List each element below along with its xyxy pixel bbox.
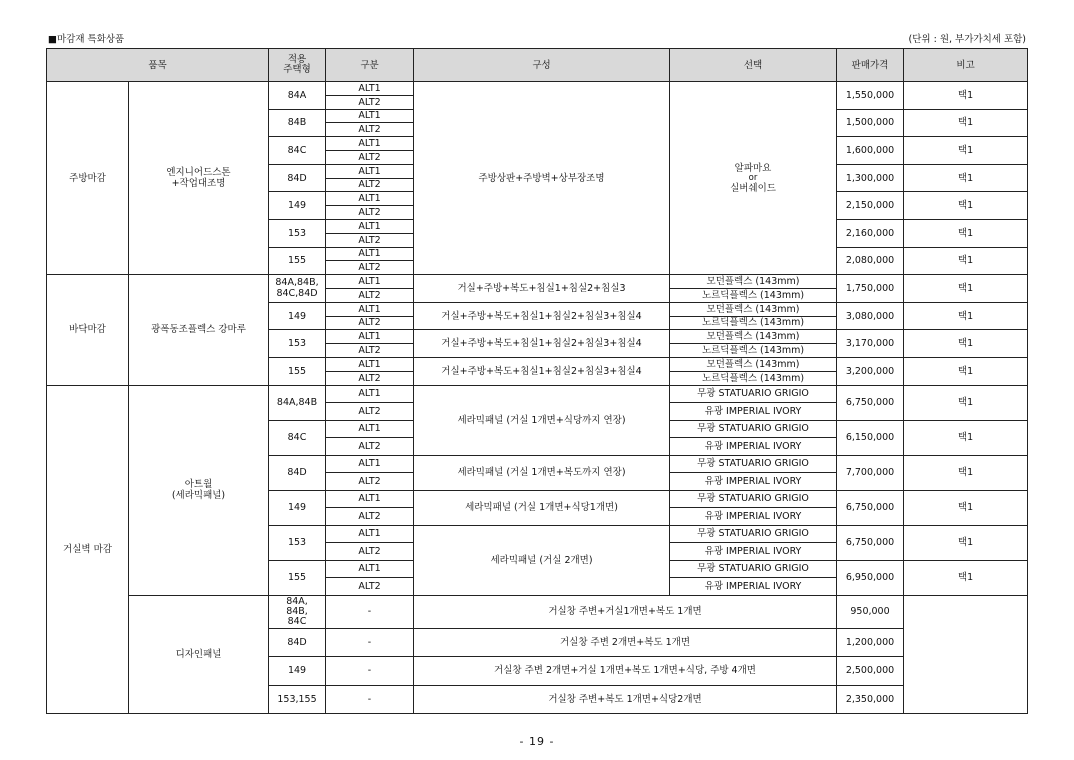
alt2-label: ALT2 — [326, 261, 414, 275]
composition-wall: 세라믹패널 (거실 1개면+복도까지 연장) — [414, 455, 670, 490]
unit-type: 84B — [269, 109, 326, 137]
price: 1,750,000 — [837, 275, 904, 303]
header-item: 품목 — [47, 49, 269, 82]
unit-type: 149 — [269, 302, 326, 330]
alt1-label: ALT1 — [326, 357, 414, 371]
unit-type: 153,155 — [269, 685, 326, 714]
alt1-label: ALT1 — [326, 525, 414, 543]
price: 2,080,000 — [837, 247, 904, 275]
selection-option: 무광 STATUARIO GRIGIO — [670, 560, 837, 578]
item-artwall: 아트월 (세라믹패널) — [129, 385, 269, 595]
alt2-label: ALT2 — [326, 371, 414, 385]
selection-option: 노르딕플렉스 (143mm) — [670, 288, 837, 302]
price: 6,750,000 — [837, 385, 904, 420]
alt1-label: ALT1 — [326, 330, 414, 344]
composition-floor: 거실+주방+복도+침실1+침실2+침실3+침실4 — [414, 330, 670, 358]
item-flooring: 광폭동조플렉스 강마루 — [129, 275, 269, 385]
price: 1,300,000 — [837, 164, 904, 192]
division: - — [326, 595, 414, 628]
alt2-label: ALT2 — [326, 95, 414, 109]
selection-option: 무광 STATUARIO GRIGIO — [670, 525, 837, 543]
alt1-label: ALT1 — [326, 490, 414, 508]
page-number: - 19 - — [519, 735, 555, 748]
selection-option: 무광 STATUARIO GRIGIO — [670, 490, 837, 508]
note: 택1 — [904, 247, 1028, 275]
selection-option: 모던플렉스 (143mm) — [670, 357, 837, 371]
header-division: 구분 — [326, 49, 414, 82]
selection-option: 모던플렉스 (143mm) — [670, 330, 837, 344]
alt1-label: ALT1 — [326, 560, 414, 578]
note: 택1 — [904, 525, 1028, 560]
selection-option: 노르딕플렉스 (143mm) — [670, 371, 837, 385]
note: 택1 — [904, 330, 1028, 358]
composition-wall: 세라믹패널 (거실 1개면+식당까지 연장) — [414, 385, 670, 455]
composition-wall: 세라믹패널 (거실 2개면) — [414, 525, 670, 595]
unit-type: 84A, 84B, 84C — [269, 595, 326, 628]
composition-kitchen: 주방상판+주방벽+상부장조명 — [414, 82, 670, 275]
price: 7,700,000 — [837, 455, 904, 490]
selection-option: 노르딕플렉스 (143mm) — [670, 344, 837, 358]
price: 2,160,000 — [837, 219, 904, 247]
unit-type: 149 — [269, 490, 326, 525]
header-price: 판매가격 — [837, 49, 904, 82]
selection-option: 유광 IMPERIAL IVORY — [670, 578, 837, 596]
composition-floor: 거실+주방+복도+침실1+침실2+침실3+침실4 — [414, 357, 670, 385]
header-unit-type: 적용 주택형 — [269, 49, 326, 82]
division: - — [326, 685, 414, 714]
price: 1,500,000 — [837, 109, 904, 137]
selection-option: 무광 STATUARIO GRIGIO — [670, 420, 837, 438]
header-note: 비고 — [904, 49, 1028, 82]
note: 택1 — [904, 109, 1028, 137]
composition-panel: 거실창 주변+거실1개면+복도 1개면 — [414, 595, 837, 628]
note: 택1 — [904, 302, 1028, 330]
composition-floor: 거실+주방+복도+침실1+침실2+침실3+침실4 — [414, 302, 670, 330]
alt2-label: ALT2 — [326, 473, 414, 491]
alt2-label: ALT2 — [326, 344, 414, 358]
header-composition: 구성 — [414, 49, 670, 82]
header-selection: 선택 — [670, 49, 837, 82]
alt2-label: ALT2 — [326, 508, 414, 526]
category-wall: 거실벽 마감 — [47, 385, 129, 714]
price: 3,080,000 — [837, 302, 904, 330]
unit-type: 155 — [269, 560, 326, 595]
unit-type: 153 — [269, 525, 326, 560]
selection-option: 유광 IMPERIAL IVORY — [670, 543, 837, 561]
unit-type: 84C — [269, 137, 326, 165]
composition-floor: 거실+주방+복도+침실1+침실2+침실3 — [414, 275, 670, 303]
note: 택1 — [904, 420, 1028, 455]
price: 950,000 — [837, 595, 904, 628]
price: 2,350,000 — [837, 685, 904, 714]
alt2-label: ALT2 — [326, 206, 414, 220]
alt1-label: ALT1 — [326, 302, 414, 316]
unit-type: 155 — [269, 247, 326, 275]
alt2-label: ALT2 — [326, 578, 414, 596]
alt1-label: ALT1 — [326, 109, 414, 123]
alt2-label: ALT2 — [326, 288, 414, 302]
selection-option: 모던플렉스 (143mm) — [670, 302, 837, 316]
unit-type: 84A — [269, 82, 326, 110]
alt2-label: ALT2 — [326, 403, 414, 421]
unit-type: 149 — [269, 657, 326, 686]
note: 택1 — [904, 219, 1028, 247]
price: 6,750,000 — [837, 525, 904, 560]
category-kitchen: 주방마감 — [47, 82, 129, 275]
composition-panel: 거실창 주변 2개면+거실 1개면+복도 1개면+식당, 주방 4개면 — [414, 657, 837, 686]
note: 택1 — [904, 275, 1028, 303]
item-design-panel: 디자인패널 — [129, 595, 269, 714]
price: 6,150,000 — [837, 420, 904, 455]
composition-panel: 거실창 주변+복도 1개면+식당2개면 — [414, 685, 837, 714]
price: 1,550,000 — [837, 82, 904, 110]
note: 택1 — [904, 455, 1028, 490]
note: 택1 — [904, 385, 1028, 420]
alt1-label: ALT1 — [326, 455, 414, 473]
alt1-label: ALT1 — [326, 82, 414, 96]
alt1-label: ALT1 — [326, 137, 414, 151]
alt1-label: ALT1 — [326, 192, 414, 206]
alt1-label: ALT1 — [326, 164, 414, 178]
note-empty — [904, 595, 1028, 714]
price: 6,950,000 — [837, 560, 904, 595]
table-row — [47, 82, 1028, 96]
division: - — [326, 628, 414, 657]
selection-option: 유광 IMPERIAL IVORY — [670, 508, 837, 526]
unit-note: (단위 : 원, 부가가치세 포함) — [908, 34, 1026, 45]
unit-type: 153 — [269, 330, 326, 358]
finishing-options-table — [46, 48, 1028, 714]
category-floor: 바닥마감 — [47, 275, 129, 385]
alt1-label: ALT1 — [326, 385, 414, 403]
unit-type: 153 — [269, 219, 326, 247]
price: 2,500,000 — [837, 657, 904, 686]
composition-panel: 거실창 주변 2개면+복도 1개면 — [414, 628, 837, 657]
unit-type: 84A,84B — [269, 385, 326, 420]
unit-type: 84D — [269, 455, 326, 490]
alt2-label: ALT2 — [326, 316, 414, 330]
selection-option: 무광 STATUARIO GRIGIO — [670, 455, 837, 473]
unit-type: 84A,84B, 84C,84D — [269, 275, 326, 303]
unit-type: 84C — [269, 420, 326, 455]
division: - — [326, 657, 414, 686]
alt2-label: ALT2 — [326, 150, 414, 164]
alt2-label: ALT2 — [326, 123, 414, 137]
unit-type: 84D — [269, 164, 326, 192]
alt1-label: ALT1 — [326, 247, 414, 261]
note: 택1 — [904, 490, 1028, 525]
price: 1,600,000 — [837, 137, 904, 165]
note: 택1 — [904, 192, 1028, 220]
section-title: ■마감재 특화상품 — [48, 34, 125, 45]
selection-option: 유광 IMPERIAL IVORY — [670, 403, 837, 421]
alt1-label: ALT1 — [326, 219, 414, 233]
alt2-label: ALT2 — [326, 438, 414, 456]
note: 택1 — [904, 82, 1028, 110]
selection-kitchen: 알파마요 or 실버쉐이드 — [670, 82, 837, 275]
alt1-label: ALT1 — [326, 420, 414, 438]
price: 3,200,000 — [837, 357, 904, 385]
header-row — [47, 49, 1028, 82]
selection-option: 노르딕플렉스 (143mm) — [670, 316, 837, 330]
note: 택1 — [904, 357, 1028, 385]
price: 2,150,000 — [837, 192, 904, 220]
composition-wall: 세라믹패널 (거실 1개면+식당1개면) — [414, 490, 670, 525]
note: 택1 — [904, 560, 1028, 595]
note: 택1 — [904, 164, 1028, 192]
alt2-label: ALT2 — [326, 543, 414, 561]
alt2-label: ALT2 — [326, 178, 414, 192]
selection-option: 무광 STATUARIO GRIGIO — [670, 385, 837, 403]
unit-type: 84D — [269, 628, 326, 657]
selection-option: 모던플렉스 (143mm) — [670, 275, 837, 289]
price: 1,200,000 — [837, 628, 904, 657]
item-engineered-stone: 엔지니어드스톤 +작업대조명 — [129, 82, 269, 275]
note: 택1 — [904, 137, 1028, 165]
selection-option: 유광 IMPERIAL IVORY — [670, 473, 837, 491]
unit-type: 155 — [269, 357, 326, 385]
selection-option: 유광 IMPERIAL IVORY — [670, 438, 837, 456]
alt1-label: ALT1 — [326, 275, 414, 289]
price: 3,170,000 — [837, 330, 904, 358]
alt2-label: ALT2 — [326, 233, 414, 247]
price: 6,750,000 — [837, 490, 904, 525]
unit-type: 149 — [269, 192, 326, 220]
